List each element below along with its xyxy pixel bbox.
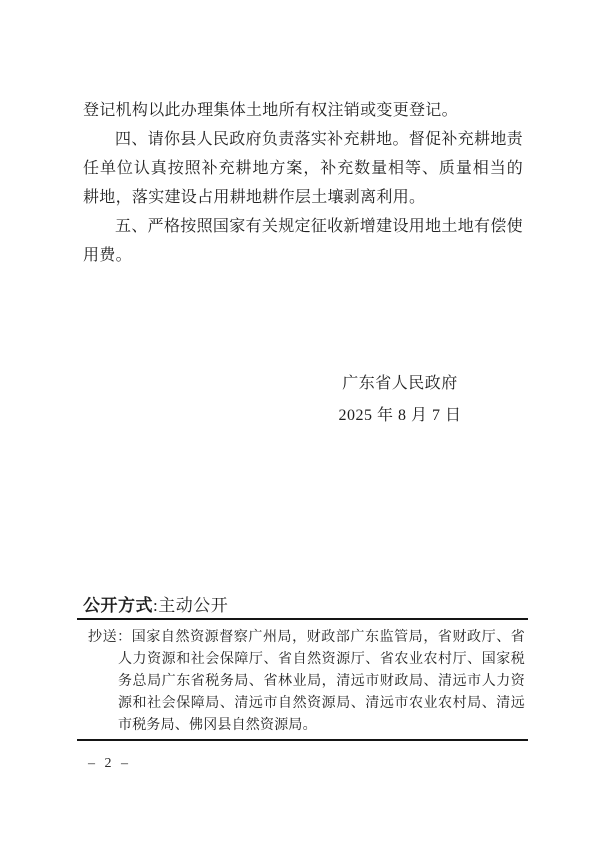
publicity-value: :主动公开	[153, 596, 229, 615]
paragraph-item-four: 四、请你县人民政府负责落实补充耕地。督促补充耕地责任单位认真按照补充耕地方案，补充数量相等、质量相当的耕地，落实建设占用耕地耕作层土壤剥离利用。	[83, 131, 523, 206]
cc-label: 抄送：	[88, 630, 132, 645]
signature-date: 2025 年 8 月 7 日	[338, 407, 462, 424]
cc-block	[88, 627, 525, 737]
body-text	[83, 96, 523, 270]
divider-top	[77, 618, 528, 620]
cc-recipients: 国家自然资源督察广州局，财政部广东监管局，省财政厅、省人力资源和社会保障厅、省自然资源厅、省农业农村厅、国家税务总局广东省税务局、省林业局，清远市财政局、清远市人力资源和社会保障局、清远市自然资源局、清远市农业农村局、清远市税务局、佛冈县自然资源局。	[118, 630, 525, 733]
signature-organization: 广东省人民政府	[342, 375, 458, 392]
paragraph-item-five: 五、严格按照国家有关规定征收新增建设用地土地有偿使用费。	[83, 218, 523, 264]
signature-block	[325, 368, 475, 432]
publicity-label: 公开方式	[83, 596, 153, 615]
divider-bottom	[77, 739, 528, 741]
publicity-row	[83, 596, 228, 616]
page-number: – 2 –	[88, 756, 131, 771]
paragraph-continued: 登记机构以此办理集体土地所有权注销或变更登记。	[83, 102, 458, 119]
